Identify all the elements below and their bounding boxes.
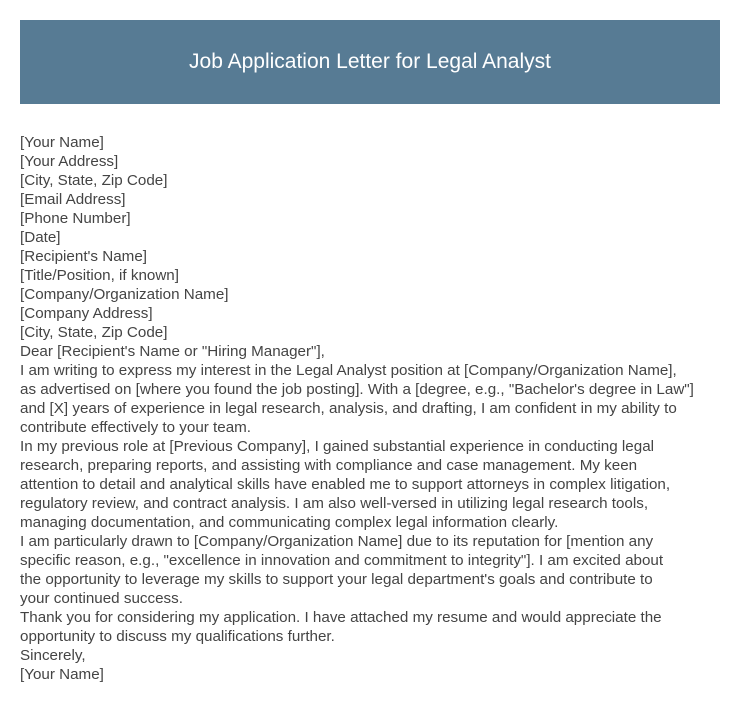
paragraph-line: contribute effectively to your team.	[20, 419, 252, 436]
sender-name: [Your Name]	[20, 134, 104, 151]
signature: [Your Name]	[20, 666, 104, 683]
sender-city-state-zip: [City, State, Zip Code]	[20, 172, 168, 189]
page-header	[20, 20, 720, 104]
letter-body	[20, 133, 725, 684]
page-title: Job Application Letter for Legal Analyst	[189, 50, 551, 73]
paragraph-line: specific reason, e.g., "excellence in innovation and commitment to integrity"]. I am excited about	[20, 552, 664, 569]
paragraph-line: managing documentation, and communicating complex legal information clearly.	[20, 514, 559, 531]
recipient-city-state-zip: [City, State, Zip Code]	[20, 324, 168, 341]
recipient-name: [Recipient's Name]	[20, 248, 147, 265]
letter-date: [Date]	[20, 229, 61, 246]
sender-block	[20, 133, 725, 228]
paragraph-closing	[20, 608, 725, 646]
paragraph-experience	[20, 437, 725, 532]
paragraph-line: I am particularly drawn to [Company/Organization Name] due to its reputation for [mention any	[20, 533, 654, 550]
recipient-address: [Company Address]	[20, 305, 153, 322]
paragraph-line: and [X] years of experience in legal research, analysis, and drafting, I am confident in my ability to	[20, 400, 677, 417]
paragraph-line: In my previous role at [Previous Company], I gained substantial experience in conducting legal	[20, 438, 655, 455]
sender-phone: [Phone Number]	[20, 210, 131, 227]
paragraph-line: Thank you for considering my application. I have attached my resume and would appreciate the	[20, 609, 662, 626]
paragraph-intro	[20, 361, 725, 437]
paragraph-line: research, preparing reports, and assisting with compliance and case management. My keen	[20, 457, 638, 474]
paragraph-line: your continued success.	[20, 590, 183, 607]
recipient-company: [Company/Organization Name]	[20, 286, 229, 303]
recipient-title: [Title/Position, if known]	[20, 267, 179, 284]
paragraph-line: I am writing to express my interest in the Legal Analyst position at [Company/Organization Name],	[20, 362, 677, 379]
paragraph-line: the opportunity to leverage my skills to support your legal department's goals and contribute to	[20, 571, 653, 588]
sender-address: [Your Address]	[20, 153, 119, 170]
sender-email: [Email Address]	[20, 191, 126, 208]
paragraph-line: opportunity to discuss my qualifications further.	[20, 628, 335, 645]
paragraph-line: attention to detail and analytical skills have enabled me to support attorneys in complex litigation,	[20, 476, 671, 493]
paragraph-line: regulatory review, and contract analysis. I am also well-versed in utilizing legal research tools,	[20, 495, 649, 512]
recipient-block	[20, 247, 725, 342]
salutation: Dear [Recipient's Name or "Hiring Manager"],	[20, 343, 325, 360]
paragraph-motivation	[20, 532, 725, 608]
closing: Sincerely,	[20, 647, 86, 664]
paragraph-line: as advertised on [where you found the job posting]. With a [degree, e.g., "Bachelor's degree in Law"]	[20, 381, 694, 398]
